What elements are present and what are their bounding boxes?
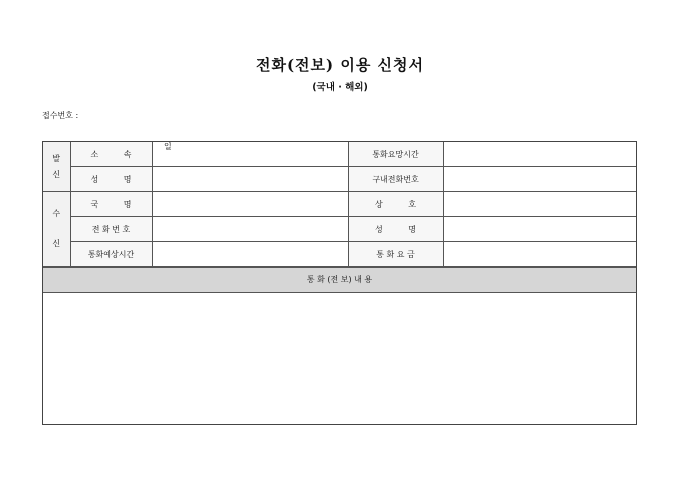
info-table	[43, 142, 636, 267]
fee-label: 통 화 요 금	[348, 242, 443, 267]
date-day-unit: 일	[164, 142, 172, 151]
expected-time-label: 통화예상시간	[70, 242, 152, 267]
company-label: 상 호	[348, 192, 443, 217]
receiver-row-1	[43, 192, 636, 217]
country-field[interactable]	[152, 192, 348, 217]
call-time-label: 통화요망시간	[348, 142, 443, 167]
sender-name-field[interactable]	[152, 167, 348, 192]
application-form	[42, 141, 637, 425]
fee-field[interactable]	[443, 242, 636, 267]
expected-time-field[interactable]	[152, 242, 348, 267]
form-subtitle: (국내 · 해외)	[312, 82, 368, 93]
country-label: 국 명	[70, 192, 152, 217]
receiver-row-2	[43, 217, 636, 242]
receiver-name-label: 성 명	[348, 217, 443, 242]
content-textarea[interactable]	[43, 293, 636, 424]
receiver-name-field[interactable]	[443, 217, 636, 242]
call-time-field[interactable]	[443, 142, 636, 167]
domestic-phone-label: 구내전화번호	[348, 167, 443, 192]
sender-row-2	[43, 167, 636, 192]
company-field[interactable]	[443, 192, 636, 217]
receiver-row-3	[43, 242, 636, 267]
sender-row-1	[43, 142, 636, 167]
phone-number-label: 전 화 번 호	[70, 217, 152, 242]
sender-side-label: 발 신	[43, 142, 70, 192]
form-title: 전화(전보) 이용 신청서	[255, 56, 425, 74]
phone-number-field[interactable]	[152, 217, 348, 242]
content-header: 통 화 (전 보) 내 용	[43, 267, 636, 293]
domestic-phone-field[interactable]	[443, 167, 636, 192]
receipt-number-label: 접수번호 :	[42, 111, 79, 120]
sender-name-label: 성 명	[70, 167, 152, 192]
affiliation-label: 소 속	[70, 142, 152, 167]
receiver-side-label: 수 신	[43, 192, 70, 267]
affiliation-field[interactable]	[152, 142, 348, 167]
